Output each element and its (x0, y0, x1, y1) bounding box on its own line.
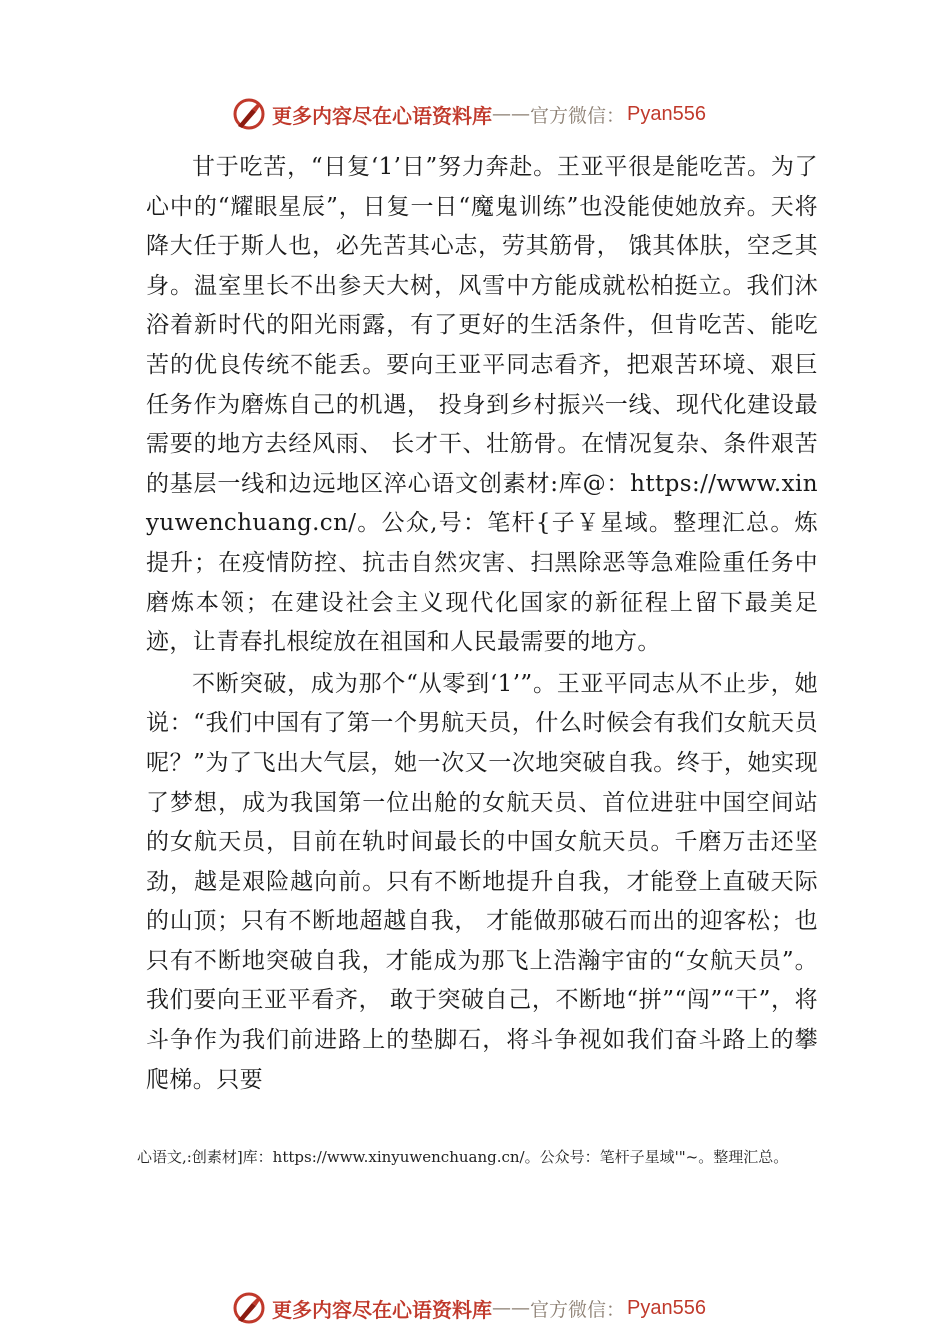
header-dash: —— (492, 103, 530, 125)
pen-logo-icon (232, 1291, 266, 1325)
header-banner (232, 94, 706, 134)
paragraph-1: 甘于吃苦，“日复‘1’日”努力奔赴。王亚平很是能吃苦。为了心中的“耀眼星辰”，日复一日“魔鬼训练”也没能使她放弃。天将降大任于斯人也，必先苦其心志，劳其筋骨， 饿其体肤，空乏其身。温室里长不出参天大树，风雪中方能成就松柏挺立。我们沐浴着新时代的阳光雨露，有了更好的生活条件，但肯吃苦、能吃苦的优良传统不能丢。要向王亚平同志看齐，把艰苦环境、艰巨任务作为磨炼自己的机遇， 投身到乡村振兴一线、现代化建设最需要的地方去经风雨、 长才干、壮筋骨。在情况复杂、条件艰苦的基层一线和边远地区淬心语文创素材:库@：https://www.xinyuwenchuang.cn/。公众,号：笔杆{子￥星域。整理汇总。炼提升；在疫情防控、抗击自然灾害、扫黑除恶等急难险重任务中磨炼本领；在建设社会主义现代化国家的新征程上留下最美足迹，让青春扎根绽放在祖国和人民最需要的地方。 (146, 154, 818, 656)
header-title: 更多内容尽在心语资料库 (272, 103, 492, 128)
header-wechat-id: Pyan556 (627, 102, 706, 125)
header-wechat-label: 官方微信： (530, 104, 626, 127)
footer-wechat-id: Pyan556 (627, 1296, 706, 1319)
footer-dash: —— (492, 1297, 530, 1319)
footer-banner (232, 1288, 706, 1328)
footer-title: 更多内容尽在心语资料库 (272, 1297, 492, 1322)
article-body (146, 148, 818, 1100)
footer-wechat-label: 官方微信： (530, 1298, 626, 1321)
pen-logo-icon (232, 97, 266, 131)
source-footnote: 心语文,:创素材]库：https://www.xinyuwenchuang.cn/。公众号：笔杆子星域'"~。整理汇总。 (137, 1148, 789, 1166)
paragraph-2: 不断突破，成为那个“从零到‘1’”。王亚平同志从不止步，她说：“我们中国有了第一个男航天员，什么时候会有我们女航天员呢？”为了飞出大气层，她一次又一次地突破自我。终于，她实现了梦想，成为我国第一位出舱的女航天员、首位进驻中国空间站的女航天员，目前在轨时间最长的中国女航天员。千磨万击还坚劲，越是艰险越向前。只有不断地提升自我，才能登上直破天际的山顶；只有不断地超越自我， 才能做那破石而出的迎客松；也只有不断地突破自我，才能成为那飞上浩瀚宇宙的“女航天员”。我们要向王亚平看齐， 敢于突破自己，不断地“拼”“闯”“干”，将斗争作为我们前进路上的垫脚石，将斗争视如我们奋斗路上的攀爬梯。只要 (146, 670, 818, 1093)
